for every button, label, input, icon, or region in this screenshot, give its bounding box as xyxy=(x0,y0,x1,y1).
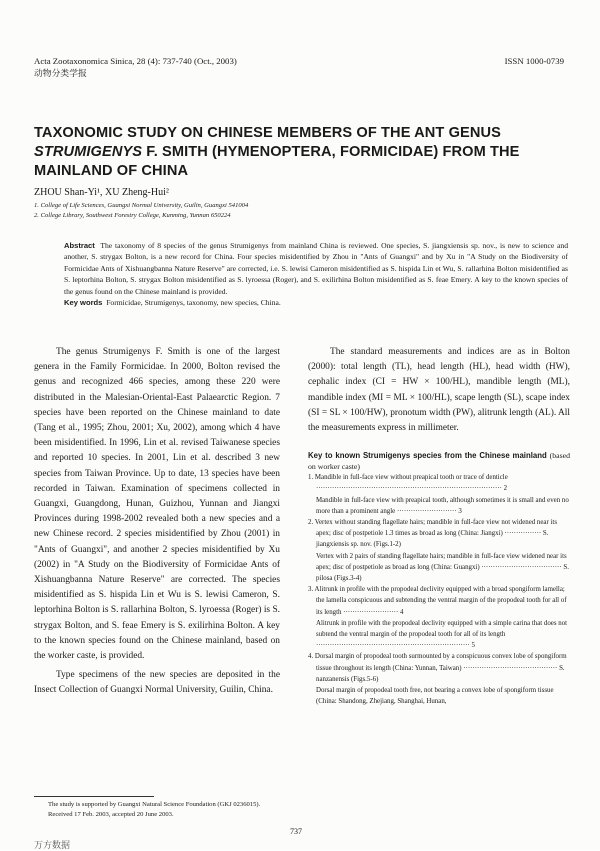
funding-note: The study is supported by Guangxi Natural Science Foundation (GKJ 0236015). xyxy=(48,801,261,808)
key-caste: (based on worker caste) xyxy=(308,451,570,472)
issn: ISSN 1000-0739 xyxy=(504,56,564,66)
title-line-1: TAXONOMIC STUDY ON CHINESE MEMBERS OF THE ANT GENUS xyxy=(34,125,501,141)
key-couplet-1-alt: Mandible in full-face view with preapical tooth, although sometimes it is small and even no more than a prominent angle ·························· 3 xyxy=(316,496,569,515)
page-number: 737 xyxy=(290,827,302,836)
abstract xyxy=(64,240,568,308)
footnote-rule xyxy=(34,796,154,797)
affiliations xyxy=(34,201,574,221)
abstract-text: The taxonomy of 8 species of the genus Strumigenys from mainland China is reviewed. One species, S. jiangxiensis sp. nov., is new to science and another, S. strygax Bolton, is a new record for China. Four species misidentified by Zhou in "Ants of Guangxi" and by Xu in "A Study on the Biodiversity of Formicidae Ants of Xishuangbanna Nature Reserve" are corrected, i.e. S. lewisi Cameron misidentified as S. hispida Lin et Wu, S. rallarhina Bolton misidentified as S. leptorhina Bolton, S. strygax Bolton misidentified as S. lyroessa (Roger), and S. exilirhina Bolton misidentified as S. feae Emery. A key to the known species of the genus found on the Chinese mainland is provided. xyxy=(64,241,569,296)
journal-chinese-name: 动物分类学报 xyxy=(34,68,87,78)
keywords: Formicidae, Strumigenys, taxonomy, new species, China. xyxy=(106,298,281,308)
title-line-2-rest: F. SMITH (HYMENOPTERA, FORMICIDAE) FROM THE xyxy=(142,144,520,160)
key-heading: Key to known Strumigenys species from the Chinese mainland (based on worker caste) xyxy=(308,451,570,472)
body-column-left xyxy=(34,345,280,699)
title-genus: STRUMIGENYS xyxy=(34,144,143,160)
key-couplet-3-alt: Alitrunk in profile with the propodeal declivity equipped with a simple carina that does not subtend the ventral margin of the propodeal tooth for all of its length ··································································· 5 xyxy=(316,619,568,650)
title-line-2 xyxy=(34,143,570,162)
affiliation-1: 1. College of Life Sciences, Guangxi Normal University, Guilin, Guangxi 541004 xyxy=(34,202,249,209)
key-couplet-1-lead: 1. Mandible in full-face view without preapical tooth or trace of denticle ················································································· 2 xyxy=(308,474,508,493)
key-couplet-3-lead: 3. Alitrunk in profile with the propodeal declivity equipped with a broad spongiform lamella; the lamella conspicuous and subtending the ventral margin of the propodeal tooth for all of its length ························ 4 xyxy=(308,586,567,616)
paper-title xyxy=(34,124,570,181)
journal-header xyxy=(34,55,237,79)
affiliation-2: 2. College Library, Southwest Forestry College, Kunming, Yunnan 650224 xyxy=(34,212,231,219)
type-specimens-paragraph: Type specimens of the new species are deposited in the Insect Collection of Guangxi Normal University, Guilin, China. xyxy=(34,670,280,696)
key-couplet-2-lead: 2. Vertex without standing flagellate hairs; mandible in full-face view not widened near its apex; disc of postpetiole 1.3 times as broad as long (China: Jiangxi) ················ S. jiangxiensis sp. nov. (Figs.1-2) xyxy=(308,519,558,549)
received-note: Received 17 Feb. 2003, accepted 20 June 2003. xyxy=(48,811,174,818)
watermark: 万方数据 xyxy=(34,841,71,851)
key-couplet-2-alt: Vertex with 2 pairs of standing flagellate hairs; mandible in full-face view widened near its apex; disc of postpetiole as broad as long (China: Guangxi) ··································· S. pilosa (Figs.3-4) xyxy=(316,552,569,583)
authors: ZHOU Shan-Yi¹, XU Zheng-Hui² xyxy=(34,187,169,198)
identification-key xyxy=(308,472,570,707)
measurements-paragraph: The standard measurements and indices are as in Bolton (2000): total length (TL), head length (HL), head width (HW), cephalic index (CI = HW × 100/HL), mandible length (ML), mandible index (MI = ML × 100/HL), scape length (SL), scape index (SI = SL × 100/HW), pronotum width (PW), alitrunk length (AL). All the measurements express in millimeter. xyxy=(308,347,570,434)
abstract-label: Abstract xyxy=(64,241,95,250)
keywords-label: Key words xyxy=(64,298,103,308)
key-couplet-4-lead: 4. Dorsal margin of propodeal tooth surmounted by a conspicuous convex lobe of spongiform tissue throughout its length (China: Yunnan, Taiwan) ········································· S. nanzanensis (Figs.5-6) xyxy=(308,653,567,683)
footnote xyxy=(48,800,260,820)
title-line-3: MAINLAND OF CHINA xyxy=(34,163,189,179)
intro-paragraph: The genus Strumigenys F. Smith is one of the largest genera in the Family Formicidae. In 2000, Bolton revised the genus and recognized 466 species, among these 220 were distributed in the Malesian-Oriental-East Palaearctic Region. 7 species have been reported on the Chinese mainland to date (Tang et al., 1995; Zhou, 2001; Xu, 2002), among which 4 have been misidentified. In 1996, Lin et al. revised Taiwanese species and reported 10 species. In 2001, Lin et al. described 3 new species from Taiwan Province. Up to date, 13 species have been recorded in Taiwan. Examination of specimens collected in Guangxi, Guangdong, Hunan, Guizhou, Yunnan and Jiangxi Provinces during 1998-2002 revealed both a new species and a new Chinese record. 2 species misidentified by Zhou (2001) in "Ants of Guangxi", and another 2 species misidentified by Xu (2002) in "A Study on the Biodiversity of Formicidae Ants of Xishuangbanna Nature Reserve" are corrected. The species misidentified as S. hispida Lin et Wu is S. lewisi Cameron, S. leptorhina Bolton is S. rallarhina Bolton, S. lyroessa (Roger) is S. strygax Bolton, and S. feae Emery is S. exilirhina Bolton. A key to the known species found on the Chinese mainland, based on the worker caste, is provided. xyxy=(34,347,280,662)
key-couplet-4-alt: Dorsal margin of propodeal tooth free, not bearing a convex lobe of spongiform tissue (China: Shandong, Zhejiang, Shanghai, Hunan, xyxy=(316,687,554,706)
journal-citation: Acta Zootaxonomica Sinica, 28 (4): 737-740 (Oct., 2003) xyxy=(34,56,237,66)
body-column-right xyxy=(308,345,570,707)
